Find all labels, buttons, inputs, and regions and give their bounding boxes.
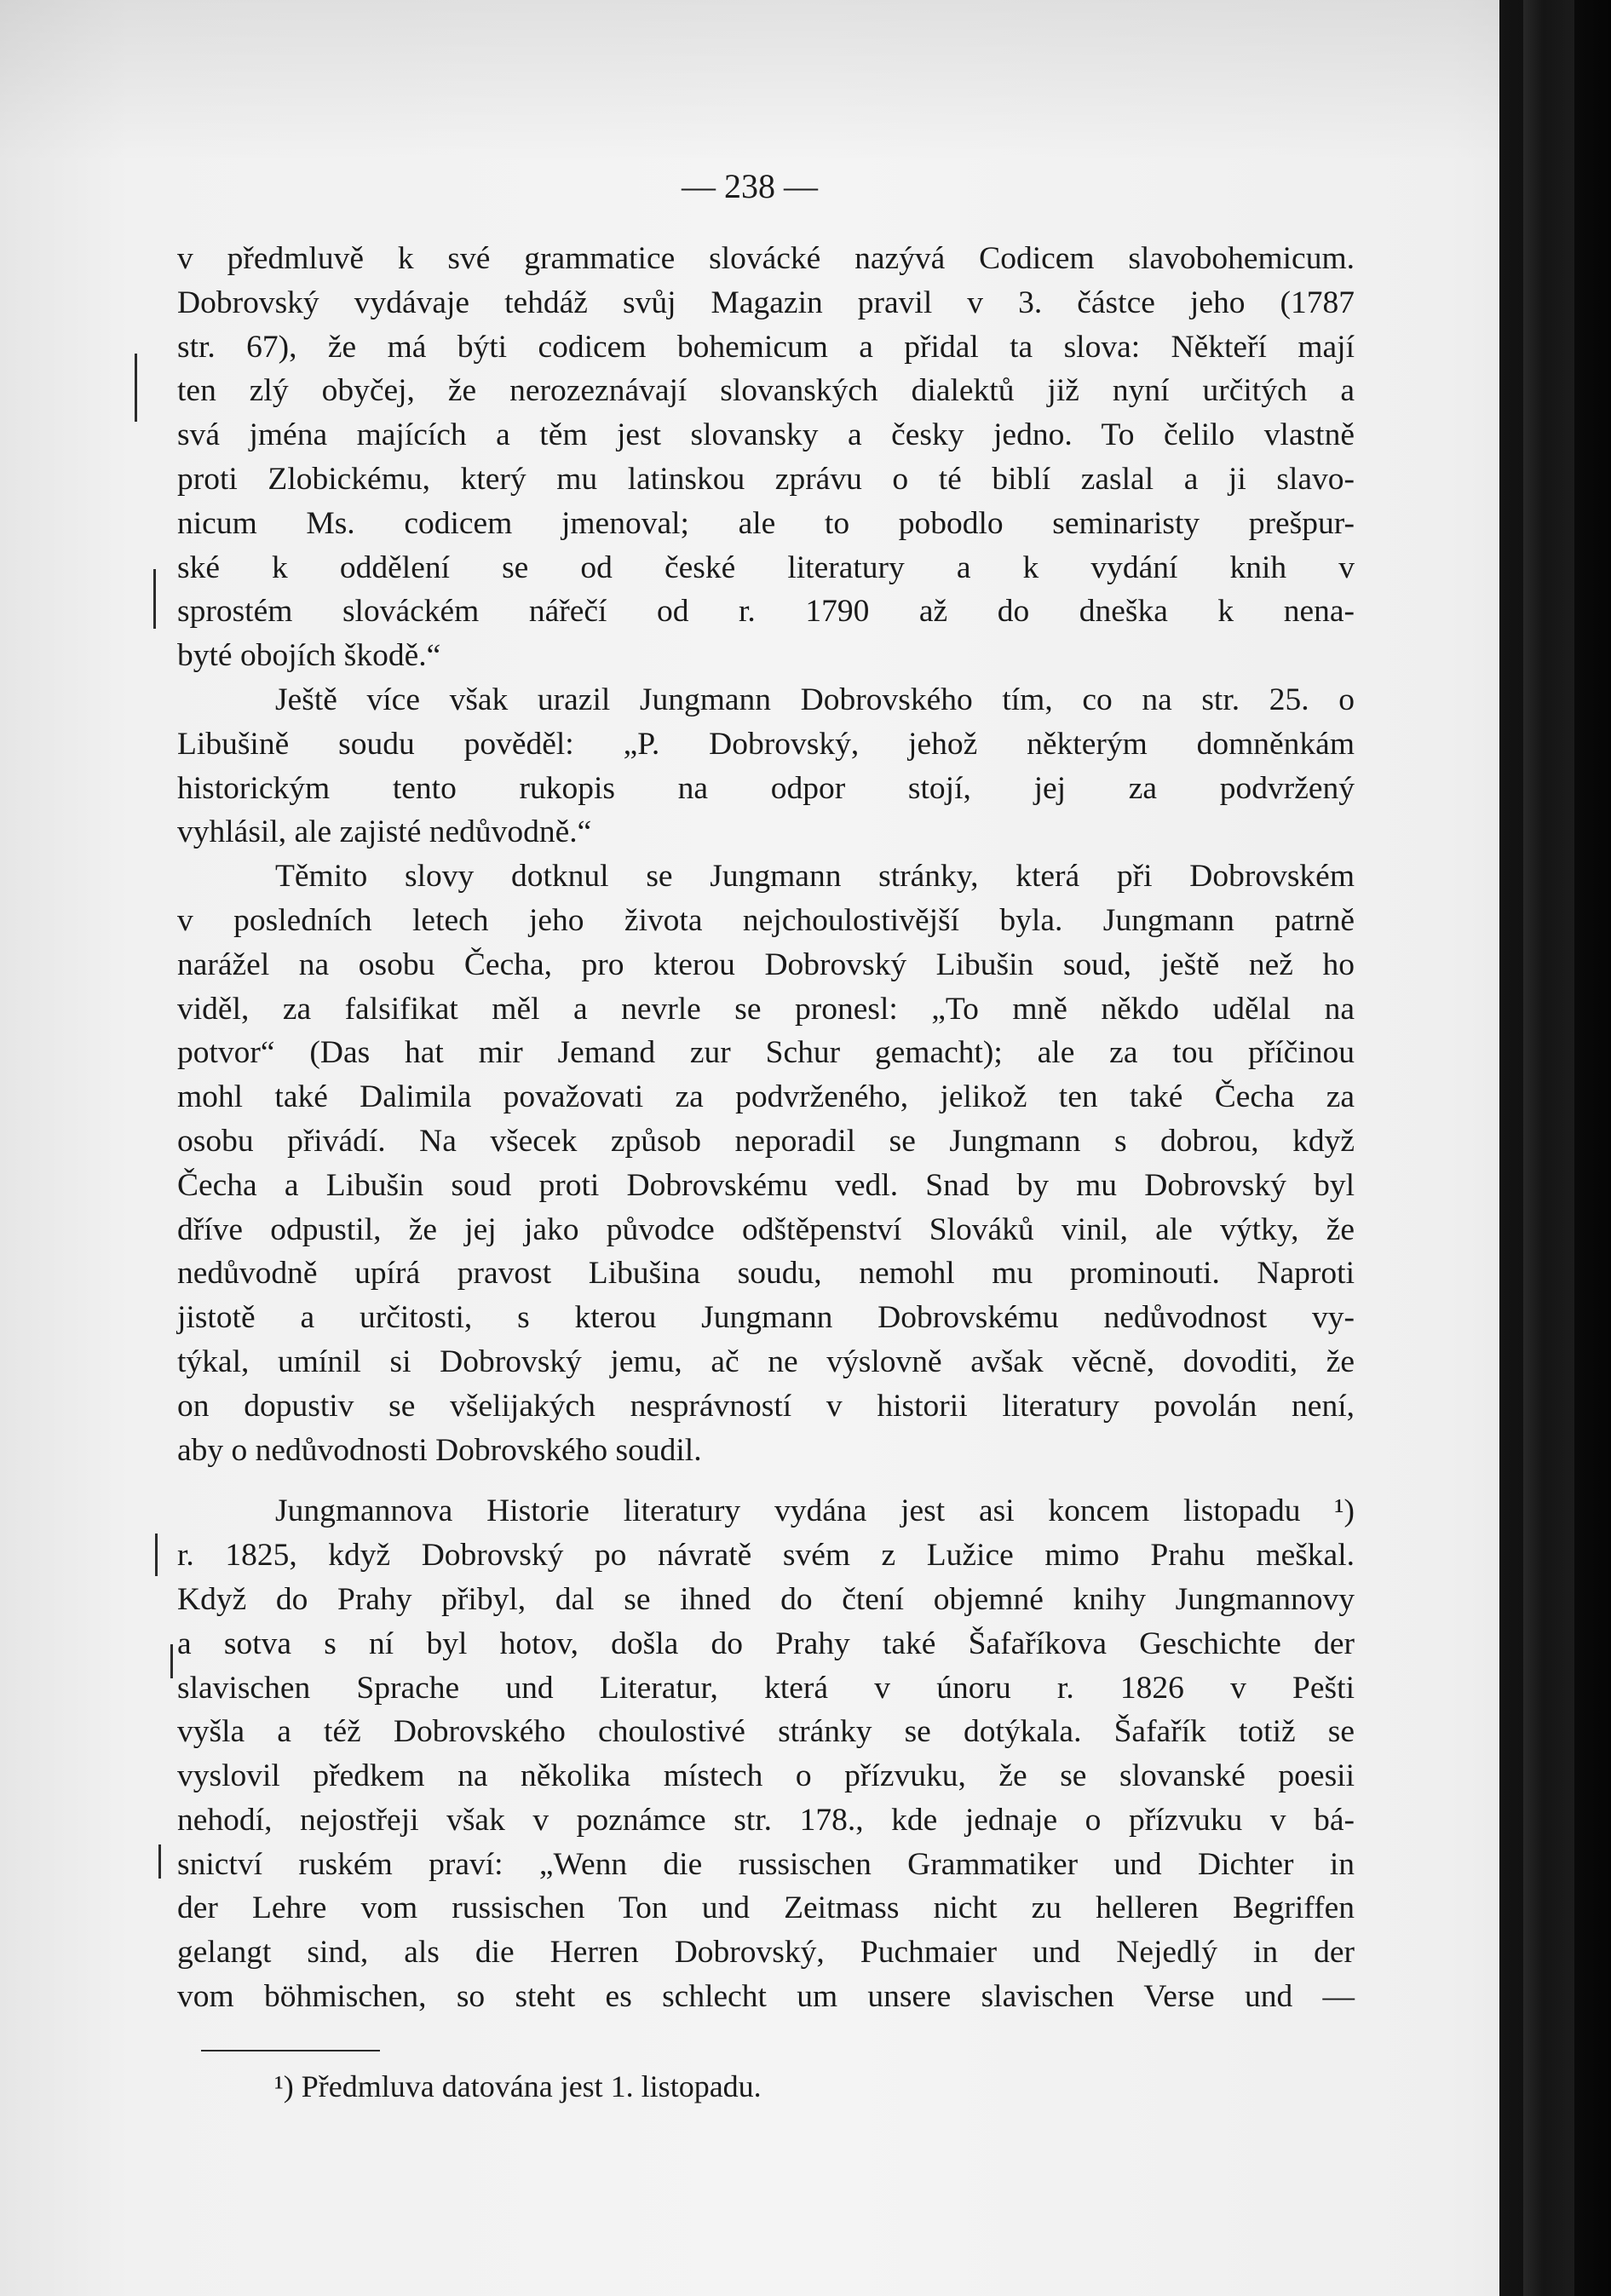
text-line: viděl, za falsifikat měl a nevrle se pronesl: „To mně někdo udělal na	[177, 991, 1355, 1027]
text-line: der Lehre vom russischen Ton und Zeitmass nicht zu helleren Begriffen	[177, 1890, 1355, 1926]
text-line: vom böhmischen, so steht es schlecht um unsere slavischen Verse und —	[177, 1979, 1355, 2015]
text-line: slavischen Sprache und Literatur, která v únoru r. 1826 v Pešti	[177, 1670, 1355, 1706]
text-line: potvor“ (Das hat mir Jemand zur Schur gemacht); ale za tou příčinou	[177, 1035, 1355, 1071]
text-line: jistotě a určitosti, s kterou Jungmann Dobrovskému nedůvodnost vy-	[177, 1300, 1355, 1336]
text-line: v předmluvě k své grammatice slovácké nazývá Codicem slavobohemicum.	[177, 241, 1355, 276]
text-line: aby o nedůvodnosti Dobrovského soudil.	[177, 1432, 702, 1468]
footnote-rule	[201, 2050, 380, 2051]
text-line: svá jména majících a těm jest slovansky a česky jedno. To čelilo vlastně	[177, 417, 1355, 453]
footnote: ¹) Předmluva datována jest 1. listopadu.	[274, 2069, 762, 2103]
text-line: mohl také Dalimila považovati za podvrženého, jelikož ten také Čecha za	[177, 1079, 1355, 1115]
text-line: str. 67), že má býti codicem bohemicum a přidal ta slova: Někteří mají	[177, 329, 1355, 365]
page-number: — 238 —	[682, 167, 818, 205]
margin-mark	[170, 1644, 173, 1678]
text-line: nehodí, nejostřeji však v poznámce str. 178., kde jednaje o přízvuku v bá-	[177, 1802, 1355, 1838]
page-shadow	[0, 0, 1499, 162]
margin-mark	[153, 569, 156, 629]
text-line: Jungmannova Historie literatury vydána jest asi koncem listopadu ¹)	[275, 1493, 1355, 1529]
text-line: osobu přivádí. Na všecek způsob neporadil se Jungmann s dobrou, když	[177, 1123, 1355, 1159]
paragraph-gap	[177, 1472, 1355, 1489]
text-line: proti Zlobickému, který mu latinskou zprávu o té biblí zaslal a ji slavo-	[177, 461, 1355, 497]
text-line: vyslovil předkem na několika místech o přízvuku, že se slovanské poesii	[177, 1758, 1355, 1794]
text-line: gelangt sind, als die Herren Dobrovský, Puchmaier und Nejedlý in der	[177, 1935, 1355, 1971]
body-text	[177, 237, 1355, 2019]
margin-mark	[135, 354, 137, 422]
text-line: Když do Prahy přibyl, dal se ihned do čtení objemné knihy Jungmannovy	[177, 1581, 1355, 1617]
text-line: v posledních letech jeho života nejchoulostivější byla. Jungmann patrně	[177, 902, 1355, 938]
text-line: on dopustiv se všelijakých nesprávností v historii literatury povolán není,	[177, 1388, 1355, 1424]
text-line: týkal, umínil si Dobrovský jemu, ač ne výslovně avšak věcně, dovoditi, že	[177, 1344, 1355, 1379]
text-line: vyšla a též Dobrovského choulostivé stránky se dotýkala. Šafařík totiž se	[177, 1714, 1355, 1750]
margin-mark	[158, 1844, 161, 1879]
text-line: Čecha a Libušin soud proti Dobrovskému vedl. Snad by mu Dobrovský byl	[177, 1167, 1355, 1203]
text-line: snictví ruském praví: „Wenn die russischen Grammatiker und Dichter in	[177, 1846, 1355, 1882]
text-line: dříve odpustil, že jej jako původce odštěpenství Slováků vinil, ale výtky, že	[177, 1211, 1355, 1247]
book-edge-strip	[1523, 0, 1574, 2296]
text-line: ten zlý obyčej, že nerozeznávají slovanských dialektů již nyní určitých a	[177, 373, 1355, 409]
text-line: sprostém slováckém nářečí od r. 1790 až do dneška k nena-	[177, 594, 1355, 630]
text-line: Ještě více však urazil Jungmann Dobrovského tím, co na str. 25. o	[275, 682, 1355, 717]
text-line: r. 1825, když Dobrovský po návratě svém z Lužice mimo Prahu meškal.	[177, 1538, 1355, 1574]
text-line: historickým tento rukopis na odpor stojí, jej za podvržený	[177, 770, 1355, 806]
text-line: Libušině soudu pověděl: „P. Dobrovský, jehož některým domněnkám	[177, 726, 1355, 762]
text-line: narážel na osobu Čecha, pro kterou Dobrovský Libušin soud, ještě než ho	[177, 947, 1355, 982]
text-line: nedůvodně upírá pravost Libušina soudu, nemohl mu prominouti. Naproti	[177, 1256, 1355, 1292]
text-line: a sotva s ní byl hotov, došla do Prahy také Šafaříkova Geschichte der	[177, 1626, 1355, 1661]
text-line: ské k oddělení se od české literatury a k vydání knih v	[177, 550, 1355, 585]
text-line: vyhlásil, ale zajisté nedůvodně.“	[177, 814, 592, 850]
text-line: byté obojích škodě.“	[177, 638, 441, 674]
text-line: nicum Ms. codicem jmenoval; ale to pobodlo seminaristy prešpur-	[177, 505, 1355, 541]
text-line: Těmito slovy dotknul se Jungmann stránky, která při Dobrovském	[275, 859, 1355, 895]
book-edge	[1499, 0, 1611, 2296]
margin-mark	[155, 1534, 158, 1576]
text-line: Dobrovský vydávaje tehdáž svůj Magazin pravil v 3. částce jeho (1787	[177, 285, 1355, 320]
